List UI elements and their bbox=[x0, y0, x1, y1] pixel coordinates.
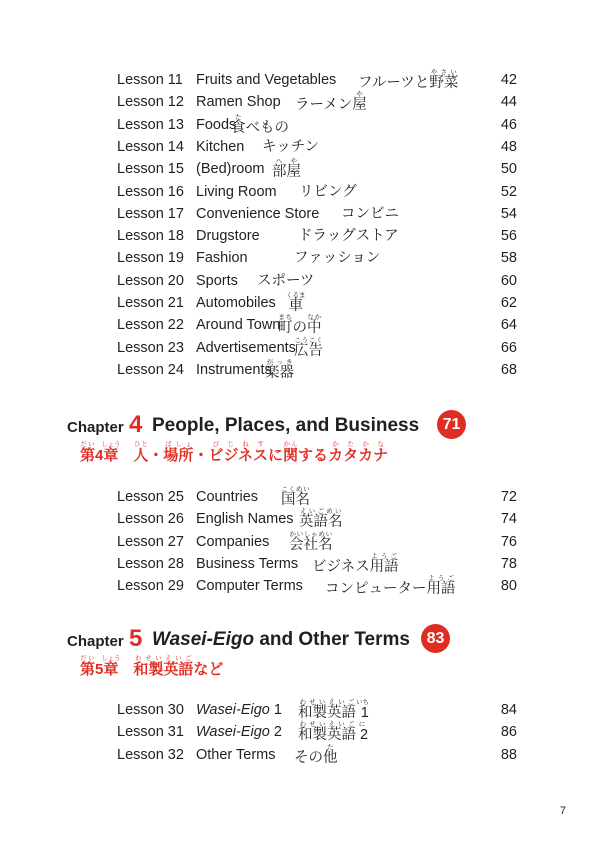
japanese-kanji: 広告こうこく bbox=[294, 336, 323, 359]
lesson-title: Instruments bbox=[196, 361, 272, 378]
toc-entry[interactable] bbox=[0, 337, 602, 359]
japanese-segment: 章しょう bbox=[101, 655, 121, 678]
furigana: かいしゃめい bbox=[289, 530, 333, 538]
furigana: ひと bbox=[133, 441, 149, 448]
furigana: こくめい bbox=[281, 486, 310, 493]
japanese-segment: 関かん bbox=[283, 441, 299, 464]
lesson-title: (Bed)room bbox=[196, 161, 265, 178]
chapter-title: People, Places, and Business bbox=[152, 415, 420, 436]
furigana: いち bbox=[356, 699, 369, 706]
toc-entry[interactable] bbox=[0, 136, 602, 158]
lesson-title-japanese bbox=[289, 531, 333, 556]
furigana: まち bbox=[278, 314, 293, 322]
page-ref[interactable]: 46 bbox=[500, 116, 517, 133]
furigana: や bbox=[352, 91, 367, 99]
lesson-title-japanese: その他た bbox=[294, 743, 338, 766]
furigana: た bbox=[231, 113, 246, 121]
japanese-kanji: 国名こくめい bbox=[281, 486, 310, 508]
toc-entry[interactable] bbox=[0, 575, 602, 597]
lesson-number: Lesson 15 bbox=[117, 161, 184, 178]
page-ref[interactable]: 76 bbox=[500, 533, 517, 550]
lesson-title: Kitchen bbox=[196, 138, 245, 155]
lesson-number: Lesson 13 bbox=[117, 116, 184, 133]
lesson-title: Fashion bbox=[196, 250, 248, 267]
lesson-title: Sports bbox=[196, 272, 238, 289]
toc-entry[interactable] bbox=[0, 69, 602, 91]
toc-entry[interactable] bbox=[0, 553, 602, 575]
japanese-segment: 章しょう bbox=[101, 441, 121, 464]
lesson-title: Around Town bbox=[196, 317, 281, 334]
furigana: がっき bbox=[265, 358, 294, 366]
lesson-title-japanese: 町まちの中なか bbox=[278, 314, 322, 337]
lesson-title-italic: Wasei-Eigo bbox=[196, 702, 270, 718]
page-ref[interactable]: 42 bbox=[500, 72, 517, 88]
lesson-number: Lesson 32 bbox=[117, 746, 184, 763]
furigana: わせいえいご bbox=[133, 655, 194, 662]
japanese-numeral: 1いち bbox=[356, 699, 369, 721]
furigana: た bbox=[323, 743, 338, 751]
lesson-number: Lesson 31 bbox=[117, 724, 184, 741]
lesson-title: Wasei-Eigo 1 bbox=[196, 702, 282, 718]
toc-entry[interactable] bbox=[0, 699, 602, 721]
japanese-kanji: 町まち bbox=[278, 314, 293, 337]
toc-entry[interactable] bbox=[0, 508, 602, 530]
japanese-kanji: 車くるま bbox=[286, 292, 306, 314]
toc-entry[interactable] bbox=[0, 181, 602, 203]
toc-entry[interactable] bbox=[0, 225, 602, 247]
japanese-kanji: 屋や bbox=[352, 91, 367, 114]
furigana: に bbox=[356, 721, 369, 729]
lesson-title: Computer Terms bbox=[196, 578, 303, 595]
furigana: かん bbox=[283, 441, 299, 448]
page-ref[interactable]: 66 bbox=[500, 339, 517, 356]
lesson-title: Living Room bbox=[196, 183, 277, 200]
japanese-segment: 場所ばしょ bbox=[163, 441, 194, 464]
japanese-kanji: 英語名えいごめい bbox=[299, 508, 343, 531]
lesson-number: Lesson 22 bbox=[117, 317, 184, 334]
furigana: だい bbox=[80, 655, 96, 662]
lesson-title: Fruits and Vegetables bbox=[196, 72, 337, 88]
lesson-title-japanese: ドラッグストア bbox=[298, 228, 399, 245]
lesson-title-japanese bbox=[272, 158, 301, 183]
page-ref[interactable]: 68 bbox=[500, 361, 517, 378]
furigana: しょう bbox=[101, 655, 121, 662]
lesson-title: Countries bbox=[196, 489, 259, 505]
lesson-title: Companies bbox=[196, 533, 270, 550]
lesson-number: Lesson 16 bbox=[117, 183, 184, 200]
furigana: えいごめい bbox=[299, 508, 343, 516]
lesson-title-japanese: 食たべもの bbox=[231, 113, 289, 136]
toc-entry[interactable] bbox=[0, 158, 602, 180]
lesson-title: Ramen Shop bbox=[196, 94, 281, 111]
chapter-4-heading[interactable] bbox=[67, 398, 587, 438]
page-ref[interactable]: 58 bbox=[500, 250, 517, 267]
lesson-title-japanese: フルーツと野菜やさい bbox=[358, 69, 459, 91]
lesson-title-japanese bbox=[265, 359, 294, 384]
furigana: びじねす bbox=[208, 441, 268, 448]
lesson-number: Lesson 29 bbox=[117, 578, 184, 595]
japanese-kanji: 用語ようご bbox=[369, 552, 399, 575]
page-ref[interactable]: 88 bbox=[500, 746, 517, 763]
toc-entry[interactable] bbox=[0, 721, 602, 743]
lesson-title: English Names bbox=[196, 511, 294, 528]
chapter-label: Chapter bbox=[67, 419, 124, 436]
lesson-title-japanese: コンビニ bbox=[341, 205, 399, 222]
lesson-title: Wasei-Eigo 2 bbox=[196, 724, 282, 741]
lesson-number: Lesson 25 bbox=[117, 489, 184, 505]
page-ref[interactable]: 62 bbox=[500, 295, 517, 311]
lesson-number: Lesson 12 bbox=[117, 94, 184, 111]
page-ref[interactable]: 72 bbox=[500, 489, 517, 505]
toc-entry[interactable] bbox=[0, 247, 602, 269]
japanese-kanji: 和製英語わせいえいご bbox=[298, 699, 356, 721]
lesson-number: Lesson 26 bbox=[117, 511, 184, 528]
lesson-title-japanese: ラーメン屋や bbox=[295, 91, 367, 114]
toc-entry[interactable] bbox=[0, 359, 602, 381]
japanese-kanji: 野菜やさい bbox=[429, 69, 459, 91]
chapter-title-italic: Wasei-Eigo bbox=[152, 629, 255, 650]
lesson-title: Business Terms bbox=[196, 555, 299, 572]
toc-entry[interactable] bbox=[0, 314, 602, 336]
lesson-number: Lesson 11 bbox=[117, 72, 183, 88]
lesson-title: Convenience Store bbox=[196, 205, 320, 222]
toc-entry[interactable] bbox=[0, 114, 602, 136]
lesson-title: Other Terms bbox=[196, 746, 276, 763]
lesson-title: Advertisements bbox=[196, 339, 296, 356]
toc-entry[interactable] bbox=[0, 292, 602, 314]
page-ref[interactable]: 56 bbox=[500, 228, 517, 245]
lesson-title-japanese: ファッション bbox=[294, 250, 381, 267]
japanese-kanji: 楽器がっき bbox=[265, 358, 294, 381]
japanese-kanji: 和製英語わせいえいご bbox=[298, 721, 356, 744]
furigana: なか bbox=[307, 314, 322, 322]
lesson-title-japanese bbox=[294, 337, 323, 362]
furigana: やさい bbox=[429, 69, 459, 76]
chapter-4-japanese-title: 第だい4章しょう 人ひと・場所ばしょ・ビジネスびじねすに関かんするカタカナかたかな bbox=[80, 441, 389, 464]
japanese-segment: カタカナかたかな bbox=[328, 441, 389, 464]
page-ref[interactable]: 60 bbox=[500, 272, 517, 289]
japanese-segment: 和製英語わせいえいご bbox=[133, 655, 194, 678]
page-ref[interactable]: 74 bbox=[500, 511, 517, 528]
chapter-title: Wasei-Eigo and Other Terms bbox=[152, 629, 410, 650]
lesson-number: Lesson 27 bbox=[117, 533, 184, 550]
lesson-title-japanese: キッチン bbox=[262, 138, 319, 155]
toc-entry[interactable] bbox=[0, 203, 602, 225]
page-number: 7 bbox=[559, 805, 566, 817]
page-ref[interactable]: 78 bbox=[500, 555, 517, 572]
japanese-segment: 第だい bbox=[80, 441, 96, 464]
chapter-page-badge[interactable]: 83 bbox=[421, 624, 450, 653]
japanese-kanji: 用語ようご bbox=[426, 575, 456, 598]
japanese-kanji: 他た bbox=[323, 743, 338, 766]
toc-entry[interactable] bbox=[0, 486, 602, 508]
page-ref[interactable]: 48 bbox=[500, 138, 517, 155]
furigana: しょう bbox=[101, 441, 121, 448]
japanese-numeral: 2に bbox=[356, 721, 369, 744]
chapter-page-badge[interactable]: 71 bbox=[437, 410, 466, 439]
page-ref[interactable]: 54 bbox=[500, 205, 517, 222]
toc-entry[interactable] bbox=[0, 91, 602, 113]
page-ref[interactable]: 50 bbox=[500, 161, 517, 178]
chapter-number: 5 bbox=[129, 625, 143, 652]
page-ref[interactable]: 52 bbox=[500, 183, 517, 200]
page-ref[interactable]: 86 bbox=[500, 724, 517, 741]
lesson-number: Lesson 17 bbox=[117, 205, 184, 222]
lesson-number: Lesson 18 bbox=[117, 228, 184, 245]
toc-entry[interactable] bbox=[0, 531, 602, 553]
chapter-5-heading[interactable] bbox=[67, 612, 587, 652]
furigana: こうこく bbox=[294, 336, 323, 344]
chapter-label: Chapter bbox=[67, 633, 124, 650]
lesson-number: Lesson 28 bbox=[117, 555, 184, 572]
furigana: くるま bbox=[286, 292, 306, 299]
lesson-title-japanese: スポーツ bbox=[257, 272, 315, 289]
japanese-kanji: 部屋へや bbox=[272, 158, 301, 181]
chapter-number: 4 bbox=[129, 411, 143, 438]
page-ref[interactable]: 44 bbox=[500, 94, 517, 111]
lesson-title: Automobiles bbox=[196, 295, 276, 311]
lesson-title: Drugstore bbox=[196, 228, 260, 245]
lesson-number: Lesson 19 bbox=[117, 250, 184, 267]
japanese-segment: 人ひと bbox=[133, 441, 149, 464]
lesson-title-japanese bbox=[298, 721, 368, 746]
japanese-segment: ビジネスびじねす bbox=[208, 441, 269, 464]
lesson-title-japanese bbox=[299, 508, 343, 533]
lesson-title-japanese: ビジネス用語ようご bbox=[312, 552, 399, 575]
lesson-number: Lesson 24 bbox=[117, 361, 184, 378]
lesson-number: Lesson 14 bbox=[117, 138, 184, 155]
furigana: だい bbox=[80, 441, 96, 448]
lesson-title: Foods bbox=[196, 116, 237, 133]
japanese-kanji: 食た bbox=[231, 113, 246, 136]
furigana: かたかな bbox=[328, 441, 389, 448]
lesson-title-italic: Wasei-Eigo bbox=[196, 724, 270, 741]
furigana: ようご bbox=[369, 552, 399, 560]
toc-entry[interactable] bbox=[0, 270, 602, 292]
chapter-5-japanese-title: 第だい5章しょう 和製英語わせいえいごなど bbox=[80, 655, 224, 678]
furigana: わせいえいご bbox=[298, 721, 356, 729]
japanese-segment: 第だい bbox=[80, 655, 96, 678]
page-ref[interactable]: 64 bbox=[500, 317, 517, 334]
japanese-kanji: 中なか bbox=[307, 314, 322, 337]
furigana: へや bbox=[272, 158, 301, 166]
furigana: わせいえいご bbox=[298, 699, 356, 706]
japanese-kanji: 会社名かいしゃめい bbox=[289, 530, 333, 553]
furigana: ばしょ bbox=[163, 441, 194, 448]
page-ref[interactable]: 84 bbox=[500, 702, 517, 718]
lesson-number: Lesson 20 bbox=[117, 272, 184, 289]
lesson-title-japanese: リビング bbox=[299, 183, 357, 200]
lesson-title-japanese: コンピューター用語ようご bbox=[325, 575, 456, 598]
lesson-number: Lesson 21 bbox=[117, 295, 184, 311]
lesson-number: Lesson 23 bbox=[117, 339, 184, 356]
page-ref[interactable]: 80 bbox=[500, 578, 517, 595]
lesson-number: Lesson 30 bbox=[117, 702, 184, 718]
toc-entry[interactable] bbox=[0, 744, 602, 766]
furigana: ようご bbox=[426, 575, 456, 583]
